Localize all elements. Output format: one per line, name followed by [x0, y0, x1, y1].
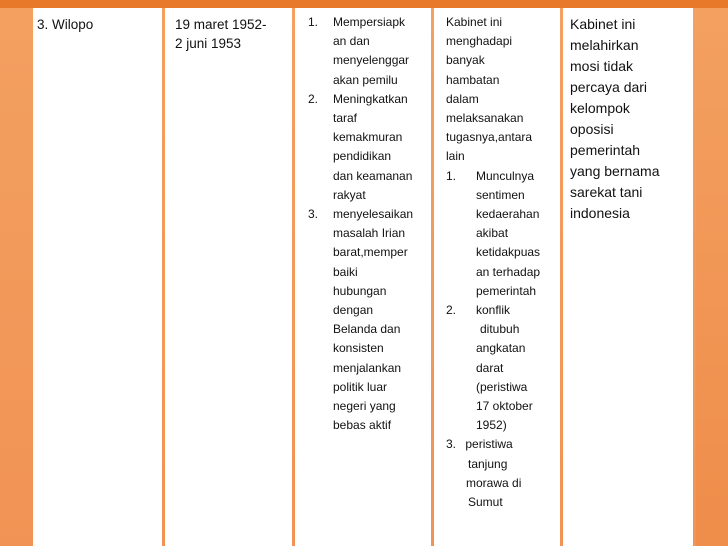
hambatan-line: tanjung — [468, 456, 508, 471]
program-item — [308, 205, 430, 435]
akhir-line: pemerintah — [570, 142, 641, 158]
hambatan-line: konflik — [476, 303, 511, 318]
program-line: negeri yang — [333, 399, 396, 414]
program-line: bebas aktif — [333, 418, 392, 433]
masa-kerja-line: 19 maret 1952- — [175, 17, 267, 32]
hambatan-intro-line: tugasnya,antara — [446, 130, 533, 145]
program-item-number: 3. — [308, 207, 319, 222]
cell-masa-kerja — [165, 8, 292, 546]
program-item — [308, 90, 430, 205]
hambatan-line: peristiwa — [465, 437, 513, 452]
program-line: politik luar — [333, 379, 388, 394]
hambatan-intro-line: banyak — [446, 53, 485, 68]
program-line: dengan — [333, 303, 374, 318]
hambatan-line: morawa di — [466, 475, 522, 490]
hambatan-line: pemerintah — [476, 283, 537, 298]
hambatan-intro-line: Kabinet ini — [446, 15, 503, 29]
program-line: masalah Irian — [333, 226, 406, 241]
masa-kerja-text — [175, 15, 267, 53]
program-list — [308, 13, 430, 435]
cell-hambatan — [434, 8, 560, 546]
program-line: baiki — [333, 264, 358, 279]
akhir-line: indonesia — [570, 205, 630, 221]
program-line: an dan — [333, 34, 370, 49]
hambatan-item-lines — [446, 455, 560, 513]
masa-kerja-line: 2 juni 1953 — [175, 36, 242, 51]
hambatan-line: darat — [476, 360, 504, 375]
hambatan-item — [446, 435, 560, 512]
hambatan-item-number: 3. — [446, 437, 457, 452]
akhir-text — [570, 14, 688, 224]
hambatan-line: Sumut — [468, 495, 503, 510]
program-line: pendidikan — [333, 149, 392, 164]
hambatan-line: Munculnya — [476, 168, 535, 183]
program-line: menyelenggar — [333, 53, 410, 68]
program-line: barat,memper — [333, 245, 408, 260]
program-line: hubungan — [333, 283, 387, 298]
hambatan-line: 1952) — [476, 418, 507, 433]
program-line: menyelesaikan — [333, 207, 414, 222]
hambatan-line: ketidakpuas — [476, 245, 541, 260]
akhir-line: mosi tidak — [570, 58, 634, 74]
hambatan-item-number: 2. — [446, 303, 457, 318]
hambatan-line: 17 oktober — [476, 399, 533, 414]
hambatan-line: ditubuh — [480, 322, 520, 337]
top-accent-bar — [0, 0, 728, 8]
hambatan-item-number: 1. — [446, 168, 457, 183]
hambatan-intro-line: lain — [446, 149, 465, 164]
akhir-line: sarekat tani — [570, 184, 643, 200]
program-line: kemakmuran — [333, 130, 403, 145]
akhir-line: percaya dari — [570, 79, 648, 95]
hambatan-line: akibat — [476, 226, 509, 241]
program-item-number: 1. — [308, 15, 319, 29]
right-strip — [696, 8, 728, 546]
program-line: taraf — [333, 111, 358, 126]
hambatan-line: angkatan — [476, 341, 526, 356]
cell-nomor-kabinet — [33, 8, 162, 546]
akhir-line: Kabinet ini — [570, 16, 636, 32]
akhir-line: oposisi — [570, 121, 614, 137]
kabinet-name: 3. Wilopo — [37, 17, 94, 32]
program-line: akan pemilu — [333, 72, 398, 87]
hambatan-intro-line: hambatan — [446, 72, 500, 87]
program-item-number: 2. — [308, 91, 319, 106]
program-line: Belanda dan — [333, 322, 401, 337]
hambatan-line: an terhadap — [476, 264, 541, 279]
program-line: dan keamanan — [333, 168, 413, 183]
hambatan-item-first-line — [446, 435, 560, 454]
akhir-line: yang bernama — [570, 163, 660, 179]
hambatan-intro-line: menghadapi — [446, 34, 513, 49]
program-line: menjalankan — [333, 360, 402, 375]
program-line: konsisten — [333, 341, 384, 356]
hambatan-intro-line: dalam — [446, 91, 479, 106]
cell-akhir — [563, 8, 693, 546]
table-frame — [0, 8, 728, 546]
program-line: Mempersiapk — [333, 15, 406, 29]
program-item — [308, 13, 430, 90]
akhir-line: melahirkan — [570, 37, 639, 53]
program-line: Meningkatkan — [333, 91, 408, 106]
hambatan-line: kedaerahan — [476, 207, 540, 222]
hambatan-line: (peristiwa — [476, 379, 528, 394]
hambatan-intro-line: melaksanakan — [446, 111, 524, 126]
akhir-line: kelompok — [570, 100, 630, 116]
hambatan-text — [446, 13, 560, 512]
cell-program — [295, 8, 431, 546]
hambatan-item — [446, 301, 560, 435]
program-line: rakyat — [333, 187, 366, 202]
hambatan-line: sentimen — [476, 187, 525, 202]
hambatan-item — [446, 167, 560, 301]
